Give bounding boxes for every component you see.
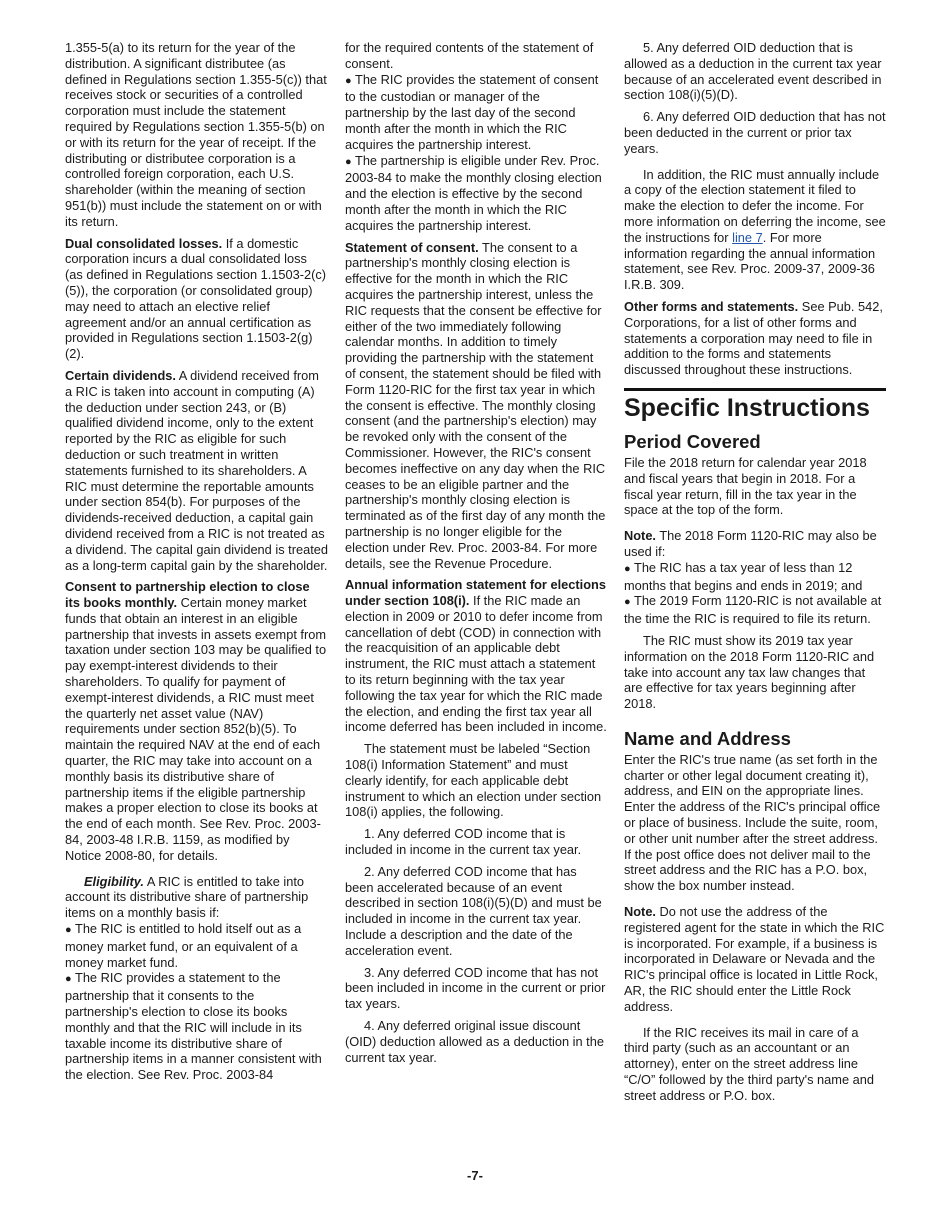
numbered-item-3: 3. Any deferred COD income that has not been included in income in the current or prior tax years.: [345, 964, 606, 1012]
run-in-heading: Annual information statement for elections under section 108(i).: [345, 577, 606, 609]
paragraph-annual-copy: In addition, the RIC must annually include a copy of the election statement it filed to make the election to defer the income. For more information on deferring the income, see the instructions for line 7. For more information regarding the annual information statement, see Rev. Proc. 2009-37, 2009-36 I.R.B. 309.: [624, 166, 886, 293]
paragraph-annual-information-statement: [345, 577, 607, 735]
paragraph-statement-labeled: The statement must be labeled “Section 108(i) Information Statement” and must clearly identify, for each applicable debt instrument to which an election under section 108(i) applies, the following.: [345, 741, 602, 820]
line-7-link[interactable]: line 7: [732, 229, 763, 245]
run-in-heading: Certain dividends.: [65, 367, 176, 383]
numbered-item-2: 2. Any deferred COD income that has been accelerated because of an event described in section 108(i)(5)(D) and must be included in income in the current tax year. Include a description and the date of the acceleration event.: [345, 863, 602, 958]
bullet-icon: ●: [624, 562, 631, 575]
paragraph-consent-partnership-election: [65, 579, 328, 863]
run-in-heading: Other forms and statements.: [624, 298, 799, 314]
run-in-heading: Note.: [624, 528, 656, 544]
paragraph-note-2018-form: [624, 528, 886, 560]
numbered-item-4: 4. Any deferred original issue discount (OID) deduction allowed as a deduction in the current tax year.: [345, 1018, 604, 1065]
paragraph-text: See Pub. 542, Corporations, for a list of other forms and statements a corporation may need to file in addition to the forms and statements discussed throughout these instructions.: [624, 298, 883, 378]
heading-period-covered: Period Covered: [624, 430, 761, 452]
paragraph-text: A RIC is entitled to take into account its distributive share of partnership items on a monthly basis if:: [65, 873, 309, 921]
bullet-icon: ●: [345, 74, 352, 87]
paragraph-section-355: 1.355-5(a) to its return for the year of the distribution. A significant distributee (as defined in Regulations section 1.355-5(c)) that receives stock or securities of a controlled corporation must include the statement required by Regulations section 1.355-5(b) on or with its return for the year of receipt. If the distributing or distributee corporation is a controlled foreign corporation, each U.S. shareholder (within the meaning of section 951(b)) must include the statement on or with its return.: [65, 40, 327, 229]
run-in-heading: Dual consolidated losses.: [65, 235, 223, 251]
column-1: [65, 40, 328, 1083]
bullet-item: ● The 2019 Form 1120-RIC is not available at the time the RIC is required to file its return.: [624, 593, 882, 627]
bullet-icon: ●: [345, 155, 352, 168]
paragraph-care-of: If the RIC receives its mail in care of a third party (such as an accountant or an attorney), enter on the street address line “C/O” followed by the third party's name and street address or P.O. box.: [624, 1024, 874, 1103]
paragraph-note-registered-agent: [624, 904, 886, 1015]
paragraph-other-forms: [624, 299, 886, 378]
paragraph-period-covered: File the 2018 return for calendar year 2018 and fiscal years that begin in 2018. For a fiscal year return, fill in the tax year in the space at the top of the form.: [624, 454, 867, 518]
column-3: [624, 40, 886, 1110]
run-in-heading: Note.: [624, 904, 656, 920]
page-number: -7-: [467, 1168, 483, 1183]
paragraph-certain-dividends: [65, 368, 328, 573]
bullet-item: ● The RIC is entitled to hold itself out as a money market fund, or an equivalent of a money market fund.: [65, 921, 302, 970]
bullet-item: ● The partnership is eligible under Rev. Proc. 2003-84 to make the monthly closing election and the election is effective by the second month after the month in which the RIC acquires the partnership interest.: [345, 152, 602, 233]
paragraph-text: A dividend received from a RIC is taken into account in computing (A) the deduction under section 243, or (B) qualified dividend income, only to the extent reported by the RIC as eligible for such deduction or such treatment in written statements furnished to its shareholders. A RIC must determine the reportable amounts under section 854(b). For purposes of the dividends-received deduction, a capital gain dividend received from a RIC is not treated as a dividend. The capital gain dividend is treated as a long-term capital gain by the shareholder.: [65, 367, 328, 573]
paragraph-text: Certain money market funds that obtain an interest in an eligible partnership that invests in assets exempt from taxation under section 103 may be qualified to pay exempt-interest dividends to their shareholders. To qualify for payment of exempt-interest dividends, a RIC must meet the quarterly net asset value (NAV) requirements under section 852(b)(5). To maintain the required NAV at the end of each quarter, the RIC may take into account on a monthly basis its distributive share of partnership items if the eligible partnership makes a proper election to close its books at the end of each month. See Rev. Proc. 2003-84, 2003-48 I.R.B. 1159, as modified by Notice 2008-80, for details.: [65, 595, 327, 863]
bullet-item: ● The RIC provides the statement of consent to the custodian or manager of the partnership by the last day of the second month after the month in which the RIC acquires the partnership interest.: [345, 71, 599, 152]
paragraph-text: If a domestic corporation incurs a dual consolidated loss (as defined in Regulations section 1.1503-2(c)(5)), the corporation (or consolidated group) may need to attach an elective relief agreement and/or an annual certification as provided in Regulations section 1.1503-2(g)(2).: [65, 235, 327, 362]
numbered-item-1: 1. Any deferred COD income that is included in income in the current tax year.: [345, 826, 582, 858]
run-in-heading: Statement of consent.: [345, 239, 479, 255]
bullet-icon: ●: [65, 973, 72, 986]
run-in-heading: Eligibility.: [84, 873, 144, 889]
bullet-item: ● The RIC provides a statement to the partnership that it consents to the partnership's election to close its books monthly and that the RIC will include in its taxable income its distributive share of partnership items in a manner consistent with the election. See Rev. Proc. 2003-84: [65, 970, 322, 1083]
paragraph-name-and-address: Enter the RIC's true name (as set forth in the charter or other legal document creating it), address, and EIN on the appropriate lines. Enter the address of the RIC's principal office or place of business. Include the suite, room, or other unit number after the street address. If the post office does not deliver mail to the street address and the RIC has a P.O. box, show the box number instead.: [624, 751, 881, 894]
paragraph-dual-consolidated-losses: [65, 236, 328, 362]
paragraph-statement-of-consent: [345, 240, 607, 572]
heading-name-and-address: Name and Address: [624, 727, 791, 749]
bullet-item: ● The RIC has a tax year of less than 12 months that begins and ends in 2019; and: [624, 559, 863, 593]
column-2: [345, 40, 607, 1071]
numbered-item-5: 5. Any deferred OID deduction that is allowed as a deduction in the current tax year because of an accelerated event described in section 108(i)(5)(D).: [624, 40, 882, 103]
heading-specific-instructions: Specific Instructions: [624, 388, 886, 423]
bullet-icon: ●: [65, 924, 72, 937]
run-in-heading: Consent to partnership election to close its books monthly.: [65, 579, 310, 611]
paragraph-eligibility: [65, 874, 328, 921]
paragraph-show-2019: The RIC must show its 2019 tax year information on the 2018 Form 1120-RIC and take into account any tax law changes that are effective for tax years beginning after 2018.: [624, 632, 875, 712]
bullet-icon: ●: [624, 596, 631, 609]
numbered-item-6: 6. Any deferred OID deduction that has not been deducted in the current or prior tax years.: [624, 109, 886, 156]
paragraph-required-contents: for the required contents of the statement of consent.: [345, 40, 594, 71]
paragraph-text: If the RIC made an election in 2009 or 2010 to defer income from cancellation of debt (COD) in connection with the reacquisition of an applicable debt instrument, the RIC must attach a statement to its return beginning with the tax year following the tax year for which the RIC made the election, and ending the first tax year all income deferred has been included in income.: [345, 593, 607, 735]
paragraph-text: Do not use the address of the registered agent for the state in which the RIC is incorporated. For example, if a business is incorporated in Delaware or Nevada and the RIC's principal office is located in Little Rock, AR, the RIC should enter the Little Rock address.: [624, 904, 885, 1014]
paragraph-text: The 2018 Form 1120-RIC may also be used if:: [624, 528, 877, 559]
paragraph-text: The consent to a partnership's monthly closing election is effective for the month in which the RIC acquires the partnership interest, unless the RIC requests that the consent be effective for either of the two immediately following calendar months. In addition to timely providing the partnership with the statement of consent, the statement should be filed with Form 1120-RIC for the first tax year in which the consent is effective. The monthly closing consent (and the partnership's election) may be revoked only with the consent of the Commissioner. However, the RIC's consent becomes ineffective on any day when the RIC ceases to be an eligible partner and the partnership's monthly closing election is terminated as of the first day of any month the partnership is no longer eligible for the election under Rev. Proc. 2003-84. For more details, see the Revenue Procedure.: [345, 239, 606, 571]
